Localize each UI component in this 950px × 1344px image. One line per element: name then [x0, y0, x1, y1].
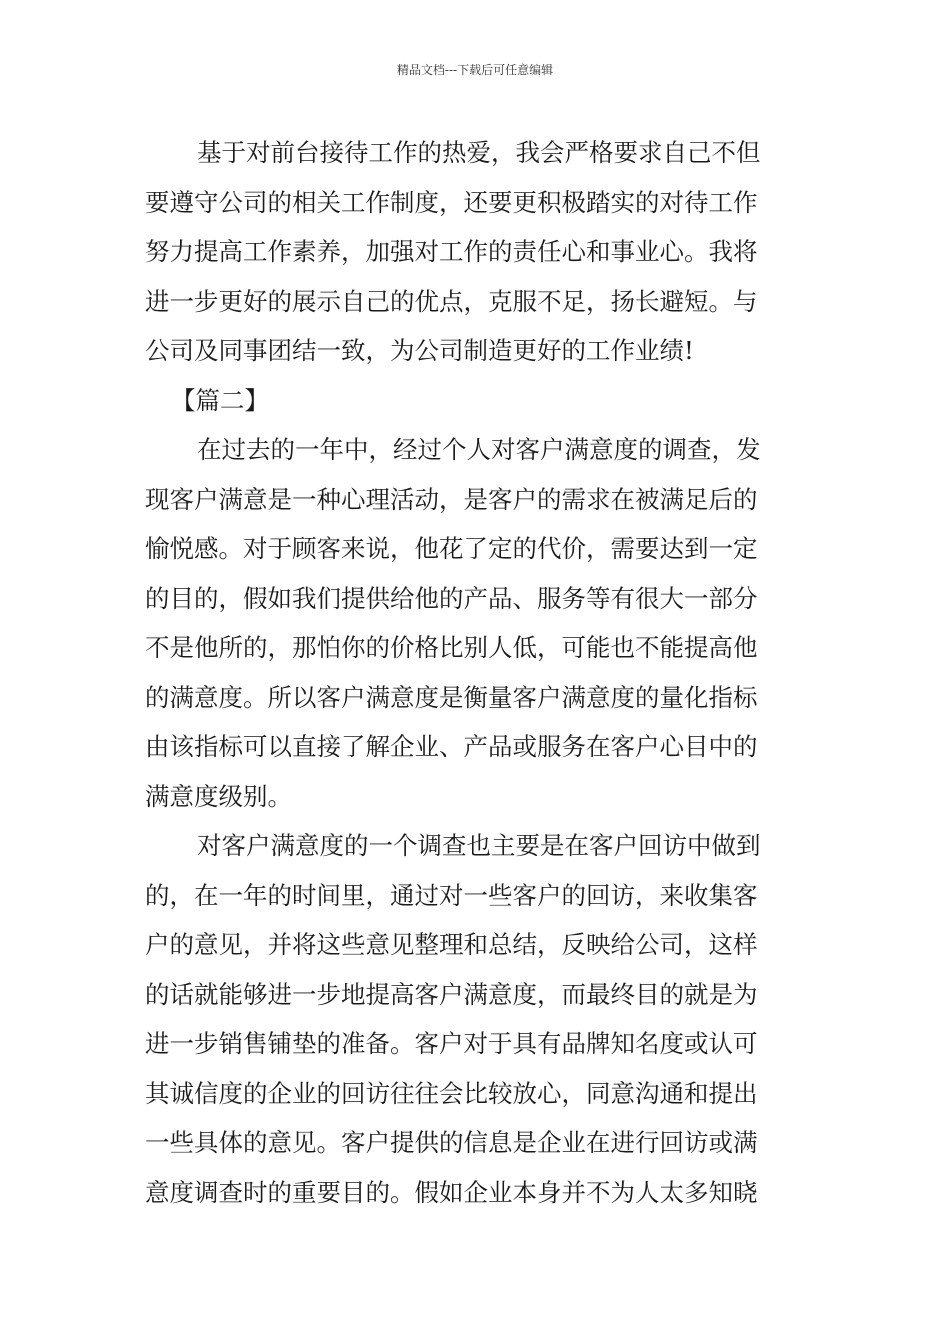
text-line: 现客户满意是一种心理活动，是客户的需求在被满足后的 — [145, 484, 758, 514]
text-line: 户的意见，并将这些意见整理和总结，反映给公司，这样 — [145, 930, 758, 959]
paragraph-1 — [145, 128, 807, 376]
text-line: 努力提高工作素养，加强对工作的责任心和事业心。我将 — [145, 237, 758, 266]
text-line: 意度调查时的重要目的。假如企业本身并不为人太多知晓 — [145, 1177, 758, 1207]
text-line: 的话就能够进一步地提高客户满意度，而最终目的就是为 — [145, 979, 758, 1009]
section-heading: 【篇二】 — [171, 385, 269, 415]
text-line: 愉悦感。对于顾客来说，他花了定的代价，需要达到一定 — [145, 534, 758, 563]
text-line: 在过去的一年中，经过个人对客户满意度的调查，发 — [197, 435, 761, 464]
text-line: 进一步销售铺垫的准备。客户对于具有品牌知名度或认可 — [145, 1029, 758, 1058]
text-line: 对客户满意度的一个调查也主要是在客户回访中做到 — [197, 831, 761, 860]
text-line: 由该指标可以直接了解企业、产品或服务在客户心目中的 — [145, 732, 758, 761]
text-line: 基于对前台接待工作的热爱，我会严格要求自己不但 — [197, 138, 761, 167]
text-line: 公司及同事团结一致，为公司制造更好的工作业绩! — [145, 336, 694, 365]
text-line: 一些具体的意见。客户提供的信息是企业在进行回访或满 — [145, 1128, 758, 1157]
paragraph-3 — [145, 821, 807, 1217]
text-line: 其诚信度的企业的回访往往会比较放心，同意沟通和提出 — [145, 1078, 758, 1108]
text-line: 的满意度。所以客户满意度是衡量客户满意度的量化指标 — [145, 682, 758, 712]
text-line: 的，在一年的时间里，通过对一些客户的回访，来收集客 — [145, 880, 758, 910]
text-line: 进一步更好的展示自己的优点，克服不足，扬长避短。与 — [145, 286, 758, 316]
text-line: 不是他所的，那怕你的价格比别人低，可能也不能提高他 — [145, 633, 758, 662]
paragraph-2 — [145, 425, 807, 821]
text-line: 的目的，假如我们提供给他的产品、服务等有很大一部分 — [145, 583, 758, 613]
text-line: 满意度级别。 — [145, 781, 292, 811]
document-body — [145, 128, 807, 1217]
page-header: 精品文档---下载后可任意编辑 — [396, 63, 554, 77]
text-line: 要遵守公司的相关工作制度，还要更积极踏实的对待工作 — [145, 187, 758, 217]
